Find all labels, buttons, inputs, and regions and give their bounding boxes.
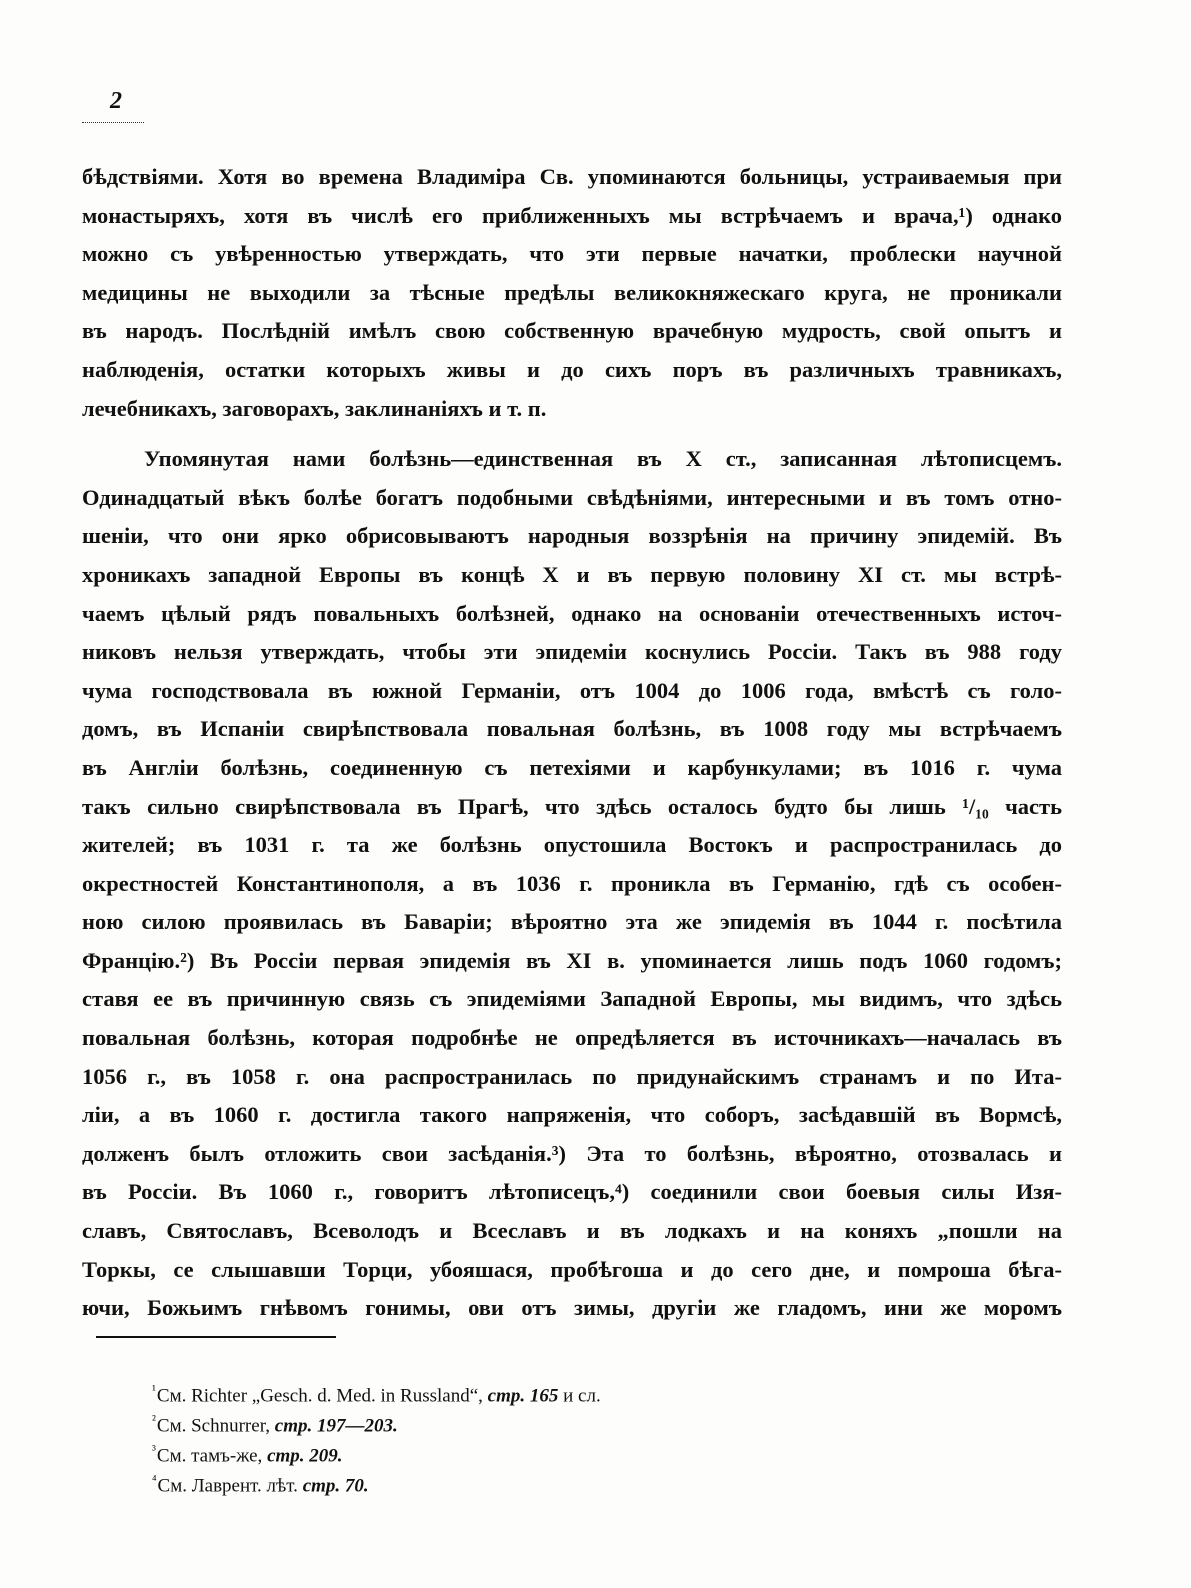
- text-line: Францію.²) Въ Россіи первая эпидемія въ XI в. упоминается лишь подъ 1060 годомъ;: [82, 947, 1062, 973]
- text-line: окрестностей Константинополя, а въ 1036 г. проникла въ Германію, гдѣ съ особен-: [82, 870, 1062, 896]
- body-text: [82, 158, 1062, 1328]
- footnote-separator: [96, 1336, 336, 1338]
- text-line: бѣдствіями. Хотя во времена Владиміра Св. упоминаются больницы, устраиваемыя при: [82, 164, 1062, 189]
- text-line: монастыряхъ, хотя въ числѣ его приближенныхъ мы встрѣчаемъ и врача,¹) однако: [82, 202, 1062, 228]
- footnote-text: См. Schnurrer,: [156, 1415, 271, 1437]
- text-line: медицины не выходили за тѣсные предѣлы великокняжескаго круга, не проникали: [82, 279, 1062, 305]
- footnote-marker: ²: [152, 1412, 156, 1427]
- paragraph-gap: [82, 428, 1062, 440]
- text-line: можно съ увѣренностью утверждать, что эти первые начатки, проблески научной: [82, 241, 1062, 267]
- footnote-1: [152, 1375, 852, 1405]
- footnote-page-ref: стр. 209.: [267, 1445, 343, 1467]
- text-line: ною силою проявилась въ Баваріи; вѣроятно эта же эпидемія въ 1044 г. посѣтила: [82, 909, 1062, 935]
- footnote-text-tail: и сл.: [563, 1385, 601, 1407]
- footnote-text: См. Лаврент. лѣт.: [157, 1475, 298, 1497]
- footnote-3: [152, 1435, 852, 1465]
- text-line: въ Россіи. Въ 1060 г., говоритъ лѣтописецъ,⁴) соединили свои боевыя силы Изя-: [82, 1179, 1062, 1205]
- text-line: долженъ былъ отложить свои засѣданія.³) Эта то болѣзнь, вѣроятно, отозвалась и: [82, 1140, 1062, 1166]
- text-line: 1056 г., въ 1058 г. она распространилась по придунайскимъ странамъ и по Ита-: [82, 1063, 1062, 1089]
- text-line: повальная болѣзнь, которая подробнѣе не опредѣляется въ источникахъ—началась въ: [82, 1025, 1062, 1051]
- footnote-marker: ⁴: [152, 1472, 157, 1487]
- text-line: жителей; въ 1031 г. та же болѣзнь опустошила Востокъ и распространилась до: [82, 832, 1062, 858]
- text-line: шеніи, что они ярко обрисовываютъ народныя воззрѣнія на причину эпидемій. Въ: [82, 523, 1062, 549]
- footnote-text: См. Richter „Gesch. d. Med. in Russland“,: [156, 1385, 483, 1407]
- page-number-underline: [82, 122, 144, 123]
- footnote-page-ref: стр. 70.: [302, 1475, 369, 1497]
- text-line: чума господствовала въ южной Германіи, отъ 1004 до 1006 года, вмѣстѣ съ голо-: [82, 677, 1062, 703]
- text-line: ліи, а въ 1060 г. достигла такого напряженія, что соборъ, засѣдавшій въ Вормсѣ,: [82, 1102, 1062, 1128]
- text-line: Упомянутая нами болѣзнь—единственная въ X ст., записанная лѣтописцемъ.: [144, 446, 1062, 472]
- footnotes: [152, 1375, 852, 1495]
- text-line: славъ, Святославъ, Всеволодъ и Всеславъ и въ лодкахъ и на коняхъ „пошли на: [82, 1218, 1062, 1244]
- text-line: чаемъ цѣлый рядъ повальныхъ болѣзней, однако на основаніи отечественныхъ источ-: [82, 600, 1062, 626]
- page-number: 2: [110, 88, 122, 114]
- text-line: лечебникахъ, заговорахъ, заклинаніяхъ и т. п.: [82, 395, 547, 421]
- paragraph-2: [82, 440, 1062, 1328]
- text-line: хроникахъ западной Европы въ концѣ X и въ первую половину XI ст. мы встрѣ-: [82, 561, 1062, 587]
- footnote-text: См. тамъ-же,: [156, 1445, 263, 1467]
- text-line: ставя ее въ причинную связь съ эпидеміями Западной Европы, мы видимъ, что здѣсь: [82, 986, 1062, 1012]
- text-line: такъ сильно свирѣпствовала въ Прагѣ, что здѣсь осталось будто бы лишь ¹/₁₀ часть: [82, 793, 1062, 819]
- text-line: въ Англіи болѣзнь, соединенную съ петехіями и карбункулами; въ 1016 г. чума: [82, 754, 1062, 780]
- footnote-marker: ³: [152, 1442, 156, 1457]
- text-line: Одинадцатый вѣкъ болѣе богатъ подобными свѣдѣніями, интересными и въ томъ отно-: [82, 484, 1062, 510]
- text-line: наблюденія, остатки которыхъ живы и до сихъ поръ въ различныхъ травникахъ,: [82, 356, 1062, 382]
- text-line: въ народъ. Послѣдній имѣлъ свою собственную врачебную мудрость, свой опытъ и: [82, 318, 1062, 344]
- text-line: никовъ нельзя утверждать, чтобы эти эпидеміи коснулись Россіи. Такъ въ 988 году: [82, 639, 1062, 665]
- text-line: ючи, Божьимъ гнѣвомъ гонимы, ови отъ зимы, другіи же гладомъ, ини же моромъ: [82, 1295, 1062, 1321]
- footnote-4: [152, 1465, 852, 1495]
- footnote-marker: ¹: [152, 1382, 156, 1397]
- footnote-page-ref: стр. 165: [487, 1385, 559, 1407]
- footnote-page-ref: стр. 197—203.: [274, 1415, 398, 1437]
- text-line: домъ, въ Испаніи свирѣпствовала повальная болѣзнь, въ 1008 году мы встрѣчаемъ: [82, 716, 1062, 742]
- text-line: Торкы, се слышавши Торци, убояшася, пробѣгоша и до сего дне, и помроша бѣга-: [82, 1256, 1062, 1282]
- paragraph-1: [82, 158, 1062, 428]
- footnote-2: [152, 1405, 852, 1435]
